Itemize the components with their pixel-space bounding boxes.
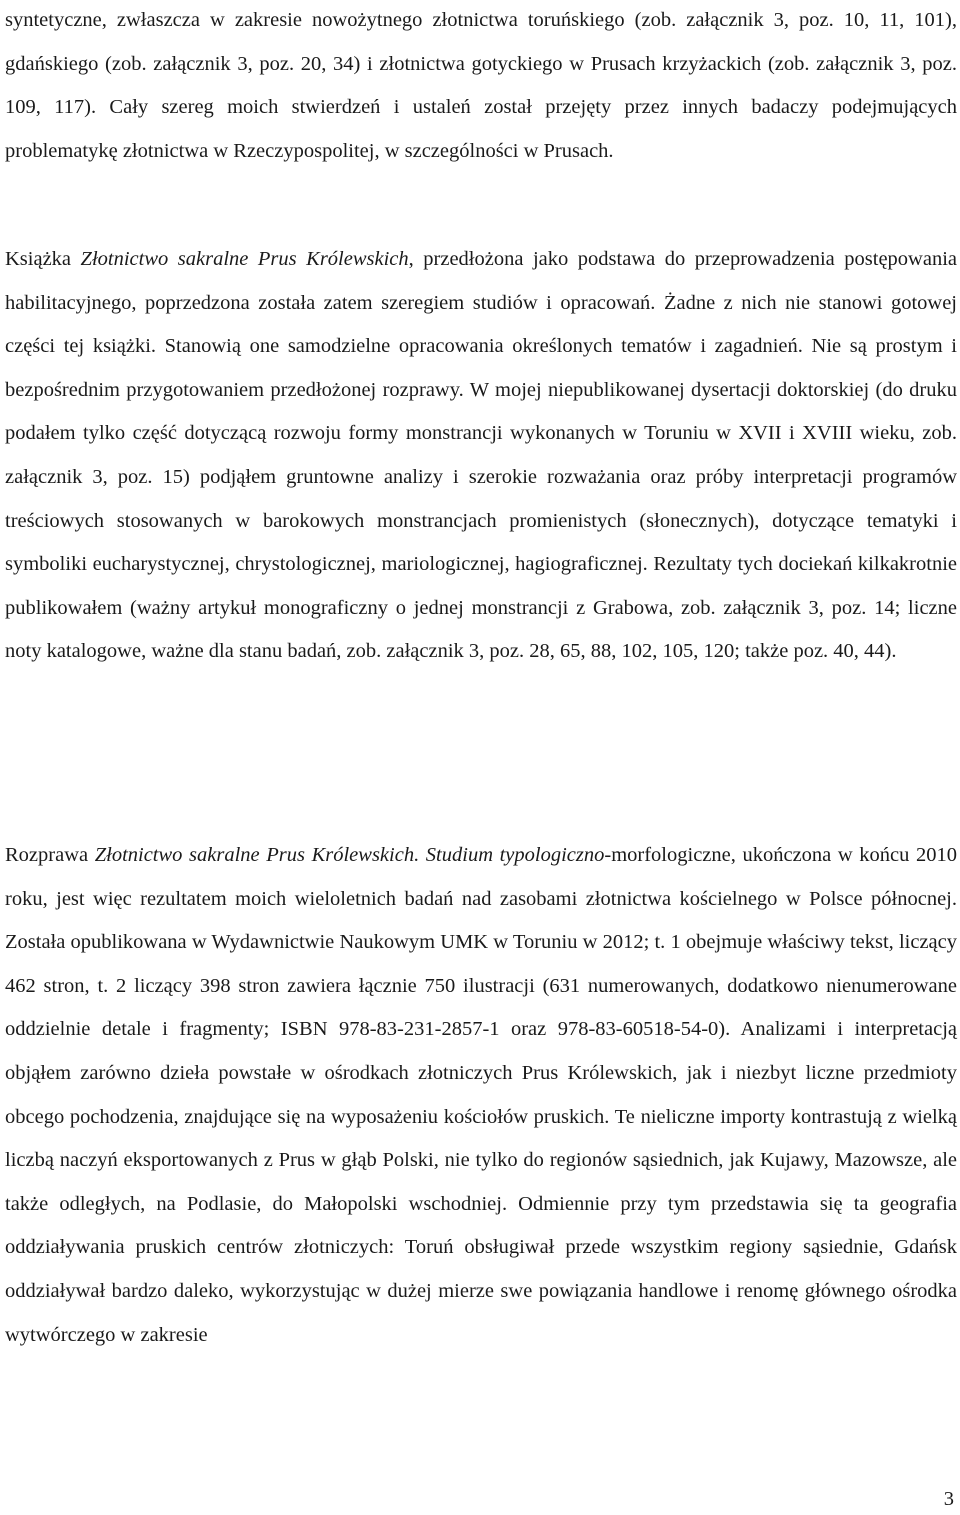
dissertation-title-italic: Złotnictwo sakralne Prus Królewskich. Studium typologiczno: [94, 844, 605, 866]
book-title-italic: Złotnictwo sakralne Prus Królewskich: [80, 248, 409, 270]
paragraph-2-text: , przedłożona jako podstawa do przeprowadzenia postępowania habilitacyjnego, poprzedzona została zatem szeregiem studiów i opracowań. Żadne z nich nie stanowi gotowej części tej książki. Stanowią one samodzielne opracowania określonych tematów i zagadnień. Nie są prostym i bezpośrednim przygotowaniem przedłożonej rozprawy. W mojej niepublikowanej dysertacji doktorskiej (do druku podałem tylko część dotyczącą rozwoju formy monstrancji wykonanych w Toruniu w XVII i XVIII wieku, zob. załącznik 3, poz. 15) podjąłem gruntowne analizy i szerokie rozważania oraz próby interpretacji programów treściowych stosowanych w barokowych monstrancjach promienistych (słonecznych), dotyczące tematyki i symboliki eucharystycznej, chrystologicznej, mariologicznej, hagiograficznej. Rezultaty tych dociekań kilkakrotnie publikowałem (ważny artykuł monograficzny o jednej monstrancji z Grabowa, zob. załącznik 3, poz. 14; liczne noty katalogowe, ważne dla stanu badań, zob. załącznik 3, poz. 28, 65, 88, 102, 105, 120; także poz. 40, 44).: [5, 248, 957, 663]
paragraph-1: [5, 0, 957, 173]
page-number: 3: [943, 1488, 954, 1510]
paragraph-2: [5, 238, 957, 674]
paragraph-3-lead: Rozprawa: [5, 844, 95, 866]
paragraph-2-lead: Książka: [5, 248, 81, 270]
paragraph-1-text: syntetyczne, zwłaszcza w zakresie nowożytnego złotnictwa toruńskiego (zob. załącznik 3, poz. 10, 11, 101), gdańskiego (zob. załącznik 3, poz. 20, 34) i złotnictwa gotyckiego w Prusach krzyżackich (zob. załącznik 3, poz. 109, 117). Cały szereg moich stwierdzeń i ustaleń został przejęty przez innych badaczy podejmujących problematykę złotnictwa w Rzeczypospolitej, w szczególności w Prusach.: [5, 9, 957, 162]
paragraph-3: [5, 834, 957, 1357]
paragraph-3-text: -morfologiczne, ukończona w końcu 2010 roku, jest więc rezultatem moich wieloletnich badań nad zasobami złotnictwa kościelnego w Polsce północnej. Została opublikowana w Wydawnictwie Naukowym UMK w Toruniu w 2012; t. 1 obejmuje właściwy tekst, liczący 462 stron, t. 2 liczący 398 stron zawiera łącznie 750 ilustracji (631 numerowanych, dodatkowo nienumerowane oddzielnie detale i fragmenty; ISBN 978-83-231-2857-1 oraz 978-83-60518-54-0). Analizami i interpretacją objąłem zarówno dzieła powstałe w ośrodkach złotniczych Prus Królewskich, jak i niezbyt liczne przedmioty obcego pochodzenia, znajdujące się na wyposażeniu kościołów pruskich. Te nieliczne importy kontrastują z wielką liczbą naczyń eksportowanych z Prus w głąb Polski, nie tylko do regionów sąsiednich, jak Kujawy, Mazowsze, ale także odległych, na Podlasie, do Małopolski wschodniej. Odmiennie przy tym przedstawia się ta geografia oddziaływania pruskich centrów złotniczych: Toruń obsługiwał przede wszystkim regiony sąsiednie, Gdańsk oddziaływał bardzo daleko, wykorzystując w dużej mierze swe powiązania handlowe i renomę głównego ośrodka wytwórczego w zakresie: [5, 844, 957, 1346]
